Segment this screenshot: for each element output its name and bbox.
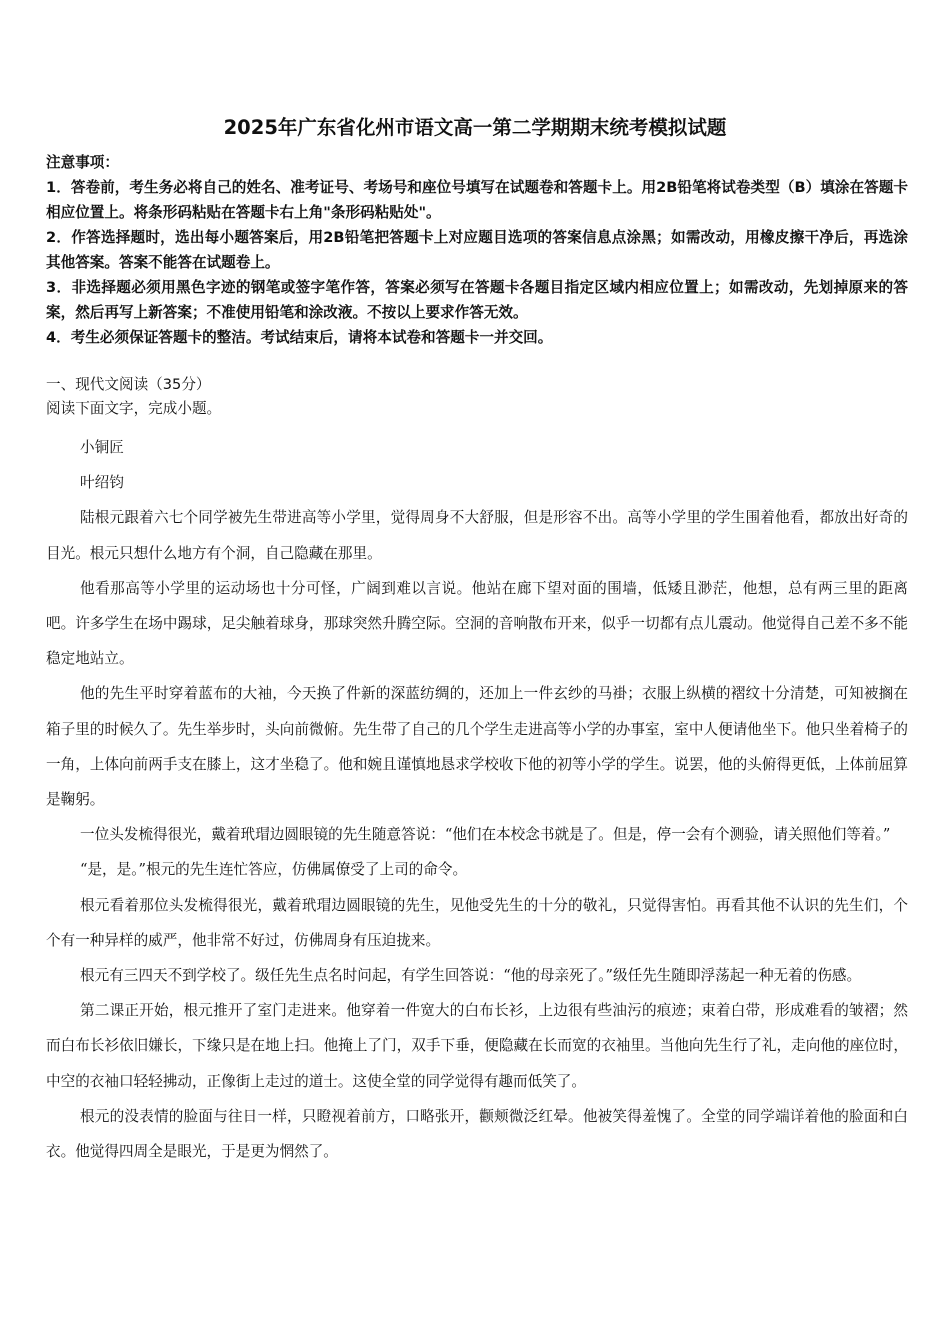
paragraph: 一位头发梳得很光，戴着玳瑁边圆眼镜的先生随意答说：“他们在本校念书就是了。但是，停一会有个测验，请关照他们等着。” <box>80 826 891 844</box>
article-title: 小铜匠 <box>80 439 124 456</box>
section-title: 一、现代文阅读（35分） <box>46 376 211 393</box>
paragraph: 第二课正开始，根元推开了室门走进来。他穿着一件宽大的白布长衫，上边很有些油污的痕迹；束着白带，形成难看的皱褶；然而白布长衫依旧嫌长，下缘只是在地上扫。他掩上了门，双手下垂，便隐藏在长而宽的衣袖里。当他向先生行了礼，走向他的座位时，中空的衣袖口轻轻拂动，正像街上走过的道士。这使全堂的同学觉得有趣而低笑了。 <box>46 1002 908 1090</box>
paragraph: 根元有三四天不到学校了。级任先生点名时问起，有学生回答说：“他的母亲死了。”级任先生随即浮荡起一种无着的伤感。 <box>80 967 862 985</box>
notice-item-3: 3．非选择题必须用黑色字迹的钢笔或签字笔作答，答案必须写在答题卡各题目指定区域内相应位置上；如需改动，先划掉原来的答案，然后再写上新答案；不准使用铅笔和涂改液。不按以上要求作答无效。 <box>46 279 908 321</box>
reading-passage <box>46 430 908 1169</box>
notice-heading: 注意事项： <box>46 154 119 171</box>
notice-item-2: 2．作答选择题时，选出每小题答案后，用2B铅笔把答题卡上对应题目选项的答案信息点涂黑；如需改动，用橡皮擦干净后，再选涂其他答案。答案不能答在试题卷上。 <box>46 229 908 271</box>
document-title: 2025年广东省化州市语文高一第二学期期末统考模拟试题 <box>223 116 727 139</box>
notice-item-4: 4．考生必须保证答题卡的整洁。考试结束后，请将本试卷和答题卡一并交回。 <box>46 329 553 346</box>
article-author: 叶绍钧 <box>80 474 124 492</box>
notice-block <box>46 150 908 350</box>
paragraph: 根元的没表情的脸面与往日一样，只瞪视着前方，口略张开，颧颊微泛红晕。他被笑得羞愧了。全堂的同学端详着他的脸面和白衣。他觉得四周全是眼光，于是更为惘然了。 <box>46 1107 908 1161</box>
paragraph: 根元看着那位头发梳得很光，戴着玳瑁边圆眼镜的先生，见他受先生的十分的敬礼，只觉得害怕。再看其他不认识的先生们，个个有一种异样的威严，他非常不好过，仿佛周身有压迫拢来。 <box>46 896 908 949</box>
paragraph: “是，是。”根元的先生连忙答应，仿佛属僚受了上司的命令。 <box>80 861 468 879</box>
paragraph: 他的先生平时穿着蓝布的大袖，今天换了件新的深蓝纺绸的，还加上一件玄纱的马褂；衣服上纵横的褶纹十分清楚，可知被搁在箱子里的时候久了。先生举步时，头向前微俯。先生带了自己的几个学生走进高等小学的办事室，室中人便请他坐下。他只坐着椅子的一角，上体向前两手支在膝上，这才坐稳了。他和婉且谨慎地恳求学校收下他的初等小学的学生。说罢，他的头俯得更低，上体前屈算是鞠躬。 <box>46 685 908 809</box>
section-intro: 阅读下面文字，完成小题。 <box>46 400 222 417</box>
notice-item-1: 1．答卷前，考生务必将自己的姓名、准考证号、考场号和座位号填写在试题卷和答题卡上。用2B铅笔将试卷类型（B）填涂在答题卡相应位置上。将条形码粘贴在答题卡右上角"条形码粘贴处"。 <box>46 179 908 221</box>
paragraph: 陆根元跟着六七个同学被先生带进高等小学里，觉得周身不大舒服，但是形容不出。高等小学里的学生围着他看，都放出好奇的目光。根元只想什么地方有个洞，自己隐藏在那里。 <box>46 509 908 562</box>
paragraph: 他看那高等小学里的运动场也十分可怪，广阔到难以言说。他站在廊下望对面的围墙，低矮且渺茫，他想，总有两三里的距离吧。许多学生在场中踢球，足尖触着球身，那球突然升腾空际。空洞的音响散布开来，似乎一切都有点儿震动。他觉得自己差不多不能稳定地站立。 <box>46 579 908 668</box>
